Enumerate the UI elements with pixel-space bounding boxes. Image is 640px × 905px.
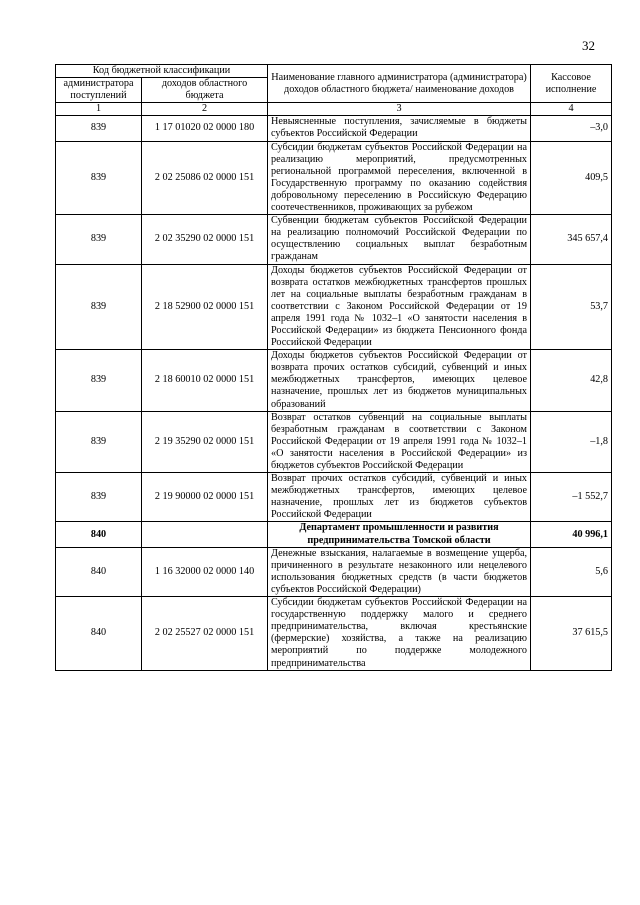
- cell-amount: 37 615,5: [531, 597, 612, 671]
- cell-name: Субсидии бюджетам субъектов Российской Федерации на реализацию мероприятий, предусмотренных региональной программой переселения, включенной в Государственную программу по оказанию содействия добровольному переселению в Российскую Федерацию соотечественников, проживающих за рубежом: [268, 141, 531, 215]
- cell-name: Субсидии бюджетам субъектов Российской Федерации на государственную поддержку малого и среднего предпринимательства, включая крестьянские (фермерские) хозяйства, а также на реализацию мероприятий по поддержке молодежного предпринимательства: [268, 597, 531, 671]
- header-code-group: Код бюджетной классификации: [56, 65, 268, 78]
- cell-name: Доходы бюджетов субъектов Российской Федерации от возврата остатков межбюджетных трансфертов прошлых лет на социальные выплаты безработным гражданам в соответствии с Законом Российской Федерации от 19 апреля 1991 года № 1032–1 «О занятости населения в Российской Федерации» из бюджета Пенсионного фонда Российской Федерации: [268, 264, 531, 350]
- cell-admin: 840: [56, 597, 142, 671]
- cell-name: Возврат прочих остатков субсидий, субвенций и иных межбюджетных трансфертов, имеющих целевое назначение, прошлых лет из бюджетов субъектов Российской Федерации: [268, 473, 531, 522]
- cell-admin: 840: [56, 547, 142, 596]
- cell-name: Департамент промышленности и развития предпринимательства Томской области: [268, 522, 531, 547]
- table-row: [56, 350, 612, 411]
- cell-code: [142, 522, 268, 547]
- table-row: [56, 215, 612, 264]
- cell-code: 2 02 25527 02 0000 151: [142, 597, 268, 671]
- cell-code: 1 17 01020 02 0000 180: [142, 116, 268, 141]
- table-row: [56, 473, 612, 522]
- cell-amount: –1 552,7: [531, 473, 612, 522]
- table-row: [56, 141, 612, 215]
- table-row: [56, 116, 612, 141]
- cell-code: 2 02 35290 02 0000 151: [142, 215, 268, 264]
- cell-code: 2 02 25086 02 0000 151: [142, 141, 268, 215]
- cell-name: Невыясненные поступления, зачисляемые в бюджеты субъектов Российской Федерации: [268, 116, 531, 141]
- page-number: 32: [582, 38, 595, 53]
- table-row: [56, 411, 612, 472]
- cell-amount: 5,6: [531, 547, 612, 596]
- cell-admin: 839: [56, 350, 142, 411]
- header-index-3: 3: [268, 103, 531, 116]
- cell-admin: 839: [56, 473, 142, 522]
- cell-amount: 345 657,4: [531, 215, 612, 264]
- cell-admin: 839: [56, 116, 142, 141]
- cell-amount: –3,0: [531, 116, 612, 141]
- cell-name: Денежные взыскания, налагаемые в возмещение ущерба, причиненного в результате незаконного или нецелевого использования бюджетных средств (в части бюджетов субъектов Российской Федерации): [268, 547, 531, 596]
- cell-name: Субвенции бюджетам субъектов Российской Федерации на реализацию полномочий Российской Федерации по осуществлению социальных выплат безработным гражданам: [268, 215, 531, 264]
- header-name: Наименование главного администратора (администратора) доходов областного бюджета/ наименование доходов: [268, 65, 531, 103]
- table-row: [56, 597, 612, 671]
- header-index-2: 2: [142, 103, 268, 116]
- header-index-4: 4: [531, 103, 612, 116]
- cell-admin: 839: [56, 215, 142, 264]
- cell-name: Доходы бюджетов субъектов Российской Федерации от возврата прочих остатков субсидий, субвенций и иных межбюджетных трансфертов, имеющих целевое назначение, прошлых лет из бюджетов муниципальных образований: [268, 350, 531, 411]
- cell-code: 2 18 52900 02 0000 151: [142, 264, 268, 350]
- cell-admin: 839: [56, 264, 142, 350]
- cell-name: Возврат остатков субвенций на социальные выплаты безработным гражданам в соответствии с Законом Российской Федерации от 19 апреля 1991 года № 1032–1 «О занятости населения в Российской Федерации» из бюджетов субъектов Российской Федерации: [268, 411, 531, 472]
- cell-code: 2 18 60010 02 0000 151: [142, 350, 268, 411]
- table-row: [56, 547, 612, 596]
- cell-admin: 839: [56, 141, 142, 215]
- header-admin: администратора поступлений: [56, 78, 142, 103]
- cell-amount: 53,7: [531, 264, 612, 350]
- cell-amount: 409,5: [531, 141, 612, 215]
- cell-amount: –1,8: [531, 411, 612, 472]
- header-amount: Кассовое исполнение: [531, 65, 612, 103]
- table-row: [56, 264, 612, 350]
- budget-table: [55, 64, 612, 671]
- cell-admin: 839: [56, 411, 142, 472]
- cell-code: 2 19 35290 02 0000 151: [142, 411, 268, 472]
- cell-amount: 40 996,1: [531, 522, 612, 547]
- cell-code: 1 16 32000 02 0000 140: [142, 547, 268, 596]
- cell-admin: 840: [56, 522, 142, 547]
- cell-code: 2 19 90000 02 0000 151: [142, 473, 268, 522]
- table-row: [56, 522, 612, 547]
- header-index-1: 1: [56, 103, 142, 116]
- cell-amount: 42,8: [531, 350, 612, 411]
- header-income: доходов областного бюджета: [142, 78, 268, 103]
